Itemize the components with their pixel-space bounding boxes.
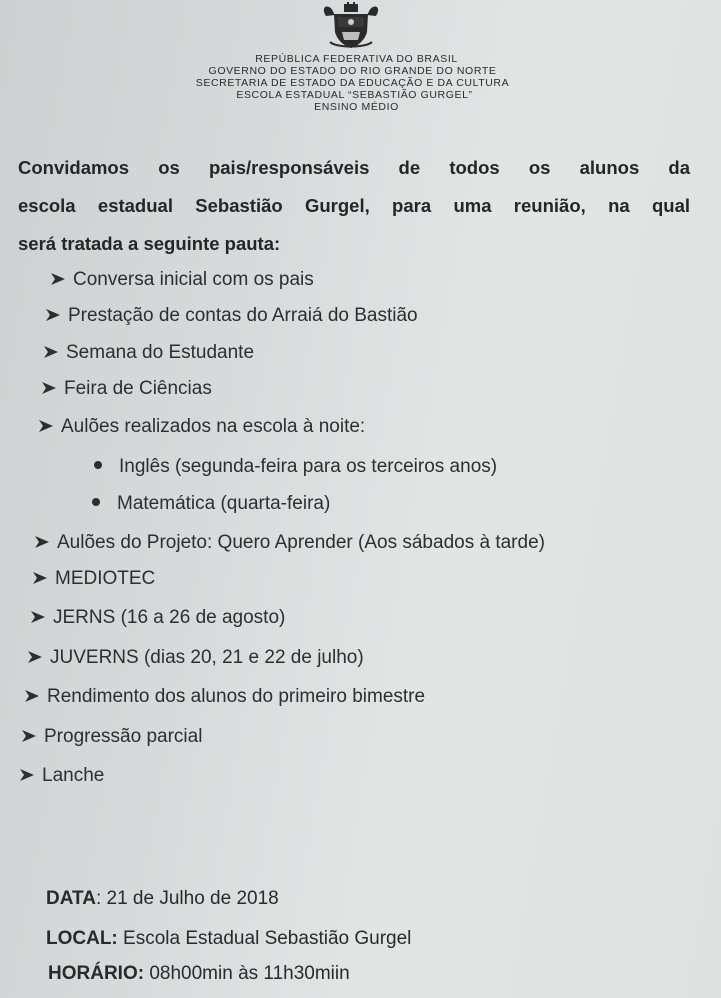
agenda-item-label: JUVERNS (dias 20, 21 e 22 de julho)	[50, 647, 364, 668]
arrowhead-bullet-icon	[38, 419, 54, 433]
agenda-item-label: Prestação de contas do Arraiá do Bastião	[68, 305, 418, 326]
agenda-item	[24, 686, 425, 708]
arrowhead-bullet-icon	[43, 345, 59, 359]
date-label: DATA	[46, 888, 96, 909]
arrowhead-bullet-icon	[32, 571, 48, 585]
arrowhead-bullet-icon	[21, 729, 37, 743]
agenda-item-label: Aulões realizados na escola à noite:	[61, 416, 366, 437]
arrowhead-bullet-icon	[24, 689, 40, 703]
arrowhead-bullet-icon	[50, 272, 66, 286]
agenda-item-label: Rendimento dos alunos do primeiro bimestre	[47, 686, 426, 707]
time-value: 08h00min às 11h30miin	[144, 963, 350, 984]
agenda-subitem-label: Inglês (segunda-feira para os terceiros anos)	[119, 456, 498, 477]
intro-line-3: será tratada a seguinte pauta:	[18, 233, 281, 254]
intro-line-2: escola estadual Sebastião Gurgel, para uma reunião, na qual	[18, 195, 690, 216]
agenda-item-label: MEDIOTEC	[55, 568, 156, 589]
agenda-item-label: Aulões do Projeto: Quero Aprender (Aos sábados à tarde)	[57, 532, 545, 553]
location-label: LOCAL:	[46, 928, 118, 949]
agenda-item-label: JERNS (16 a 26 de agosto)	[53, 607, 286, 628]
agenda-subitem	[92, 493, 330, 515]
agenda-item	[21, 726, 202, 748]
meeting-date	[46, 888, 279, 910]
header-level: ENSINO MÉDIO	[314, 101, 399, 113]
agenda-item-label: Progressão parcial	[44, 726, 203, 747]
agenda-item	[32, 568, 155, 590]
time-label: HORÁRIO:	[48, 963, 145, 984]
agenda-item	[34, 532, 545, 554]
agenda-item	[30, 607, 285, 629]
dot-bullet-icon	[92, 498, 100, 506]
arrowhead-bullet-icon	[19, 768, 35, 782]
meeting-location	[46, 928, 411, 950]
arrowhead-bullet-icon	[41, 381, 57, 395]
header-republic: REPÚBLICA FEDERATIVA DO BRASIL	[255, 53, 458, 65]
arrowhead-bullet-icon	[27, 650, 43, 664]
arrowhead-bullet-icon	[30, 610, 46, 624]
agenda-item-label: Lanche	[42, 765, 105, 786]
dot-bullet-icon	[94, 461, 102, 469]
agenda-subitem	[94, 456, 497, 478]
agenda-item	[43, 342, 254, 364]
agenda-item	[19, 765, 104, 787]
date-value: : 21 de Julho de 2018	[95, 888, 279, 909]
header-secretariat: SECRETARIA DE ESTADO DA EDUCAÇÃO E DA CULTURA	[195, 77, 510, 89]
agenda-item	[41, 378, 212, 400]
agenda-item	[50, 269, 314, 291]
agenda-item	[45, 305, 418, 327]
coat-of-arms-icon	[320, 2, 382, 50]
header-school: ESCOLA ESTADUAL “SEBASTIÃO GURGEL”	[236, 89, 473, 101]
agenda-item	[27, 647, 364, 669]
location-value: Escola Estadual Sebastião Gurgel	[117, 928, 412, 949]
agenda-item-label: Feira de Ciências	[64, 378, 212, 399]
agenda-item-label: Conversa inicial com os pais	[73, 269, 314, 290]
agenda-item	[38, 416, 365, 438]
header-government: GOVERNO DO ESTADO DO RIO GRANDE DO NORTE	[208, 65, 497, 77]
arrowhead-bullet-icon	[45, 308, 61, 322]
arrowhead-bullet-icon	[34, 535, 50, 549]
intro-line-1: Convidamos os pais/responsáveis de todos os alunos da	[18, 157, 690, 178]
agenda-item-label: Semana do Estudante	[66, 342, 255, 363]
meeting-time	[48, 963, 350, 985]
agenda-subitem-label: Matemática (quarta-feira)	[117, 493, 331, 514]
